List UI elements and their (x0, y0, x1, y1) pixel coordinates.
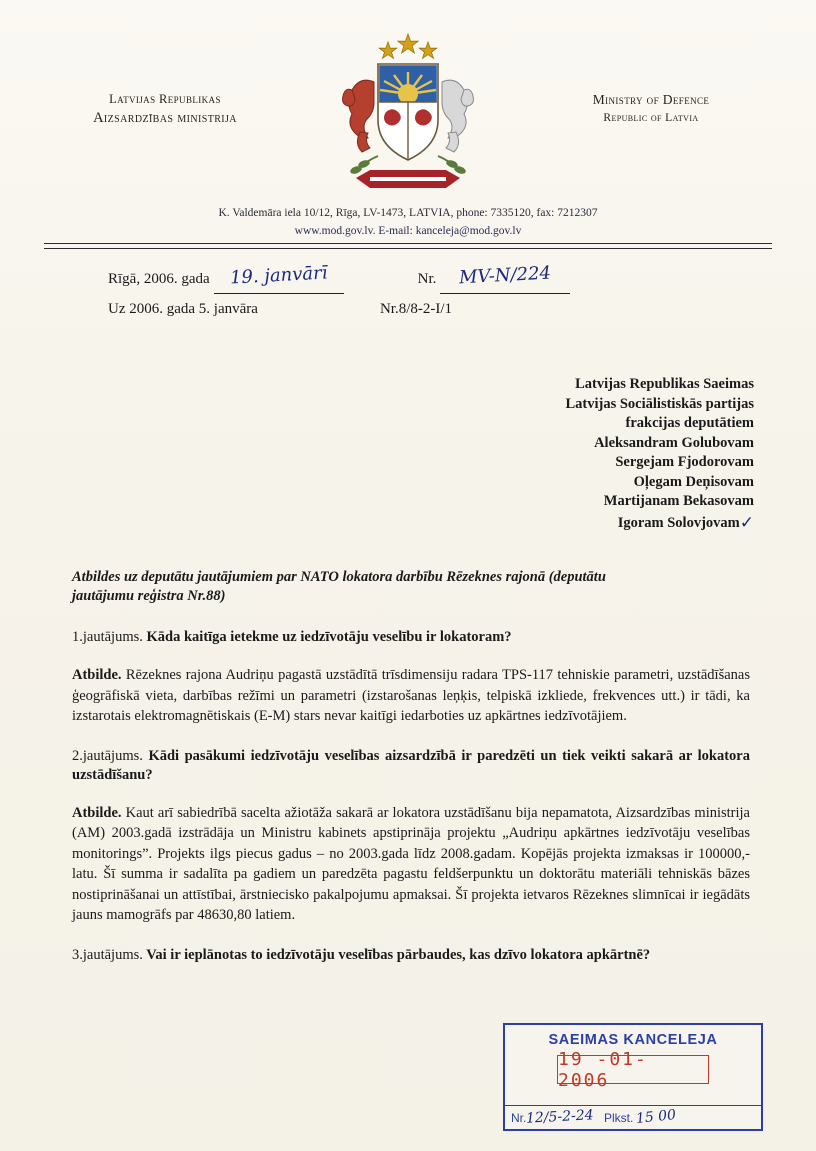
nr-label: Nr. (417, 271, 437, 287)
header-divider (44, 243, 772, 249)
question-1 (72, 628, 750, 647)
ministry-country-en: Republic of Latvia (603, 112, 699, 125)
subject-line-1: Atbildes uz deputātu jautājumiem par NATO lokatora darbību Rēzeknes rajonā (deputātu (72, 569, 606, 585)
nr-handwritten-value: MV-N/224 (458, 262, 552, 289)
addressee-line: Latvijas Republikas Saeimas (575, 376, 754, 392)
answer-1-text: Rēzeknes rajona Audriņu pagastā uzstādītā trīsdimensiju radara TPS-117 tehniskie parametri, uzstādīšanas ģeogrāfiskā vieta, darbības režīmi un parametri (izstarošanas leņķis, telpiskā izkliede, frekvences utt.) ir tādi, ka izstarotais elektromagnētiskais (E-M) stars nevar kaitīgi iedarboties uz apkārtnes iedzīvotājiem. (72, 667, 750, 724)
answer-2 (72, 803, 750, 926)
place-date-label: Rīgā, 2006. gada (108, 271, 210, 287)
reply-to-label: Uz 2006. gada 5. janvāra (108, 301, 258, 317)
ministry-country-lv: Latvijas Republikas (109, 92, 221, 106)
letterhead-left (40, 90, 290, 129)
subject-title (72, 568, 750, 606)
question-3 (72, 946, 750, 965)
stamp-nr-value: 12/5-2-24 (525, 1107, 595, 1127)
question-1-text: Kāda kaitīga ietekme uz iedzīvotāju veselību ir lokatoram? (142, 629, 512, 645)
reply-nr-group (380, 294, 452, 324)
answer-2-text: Kaut arī sabiedrībā sacelta ažiotāža sakarā ar lokatora uzstādīšanu bija nepamatota, Aizsardzības ministrija (AM) 2003.gadā izstrādāja un Ministru kabinets apstiprināja projektu „Audriņu apkārtnes iedzīvotāju veselības monitorings”. Projekts ilgs piecus gadus – no 2003.gada līdz 2008.gadam. Kopējās projekta izmaksas ir 100000,- latu. Šī summa ir sadalīta pa gadiem un paredzēta pagastu feldšerpunktu un doktorātu materiāli tehniskās bāzes nostiprināšanai un attīstībai, ārstniecisko pakalpojumu apmaksai. Šī projekta ietvaros Rēzeknes slimnīcai ir iegādāts jauns mamogrāfs par 48630,80 latiem. (72, 804, 750, 923)
stamp-date: 19 -01- 2006 (557, 1055, 709, 1084)
document-body (72, 568, 750, 983)
ministry-name-lv: Aizsardzības ministrija (93, 110, 237, 127)
answer-1 (72, 665, 750, 727)
question-1-number: 1.jautājums. (72, 629, 143, 645)
addressee-block (334, 375, 754, 533)
reference-row-reply (108, 294, 728, 324)
registration-stamp (503, 1023, 763, 1131)
latvia-coat-of-arms-icon (308, 28, 508, 198)
letterhead (0, 28, 816, 208)
reference-block (108, 264, 728, 324)
reply-nr-label: Nr.8/8-2-I/1 (379, 301, 453, 317)
question-2 (72, 747, 750, 785)
question-3-text: Vai ir ieplānotas to iedzīvotāju veselības pārbaudes, kas dzīvo lokatora apkārtnē? (142, 946, 651, 963)
ministry-name-en: Ministry of Defence (592, 92, 710, 107)
question-2-text: Kādi pasākumi iedzīvotāju veselības aizsardzībā ir paredzēti un tiek veikti sakarā ar lokatora uzstādīšanu? (72, 747, 750, 783)
subject-line-2: jautājumu reģistra Nr.88) (72, 588, 226, 604)
stamp-title: SAEIMAS KANCELEJA (548, 1032, 718, 1048)
date-handwritten-field (214, 261, 344, 294)
addressee-line: Oļegam Deņisovam (633, 473, 754, 490)
letterhead-right (526, 90, 776, 128)
addressee-line: Aleksandram Golubovam (594, 434, 754, 451)
question-3-number: 3.jautājums. (72, 946, 143, 963)
stamp-nr-label: Nr. (511, 1111, 527, 1125)
stamp-time-value: 15 00 (635, 1106, 678, 1128)
contact-info (0, 205, 816, 241)
contact-address: K. Valdemāra iela 10/12, Rīga, LV-1473, LATVIA, phone: 7335120, fax: 7212307 (218, 207, 598, 219)
reference-row-date (108, 264, 728, 294)
nr-handwritten-field (440, 261, 570, 294)
addressee-line: Sergejam Fjodorovam (615, 454, 754, 470)
addressee-line: Latvijas Sociālistiskās partijas (565, 395, 754, 412)
reference-number-group (418, 261, 571, 294)
stamp-time-label: Plkst. (603, 1111, 634, 1125)
answer-2-label: Atbilde. (72, 804, 122, 821)
check-mark-icon: ✓ (739, 512, 754, 532)
answer-1-label: Atbilde. (72, 667, 122, 683)
addressee-line: frakcijas deputātiem (625, 415, 754, 431)
stamp-footer (505, 1105, 761, 1128)
question-2-number: 2.jautājums. (72, 747, 143, 764)
addressee-line: Martijanam Bekasovam (603, 493, 754, 509)
addressee-line: Igoram Solovjovam (617, 514, 740, 531)
contact-web-email: www.mod.gov.lv. E-mail: kanceleja@mod.gov.lv (294, 224, 522, 237)
date-handwritten-value: 19. janvārī (229, 262, 328, 289)
addressee-line-last (334, 512, 754, 534)
